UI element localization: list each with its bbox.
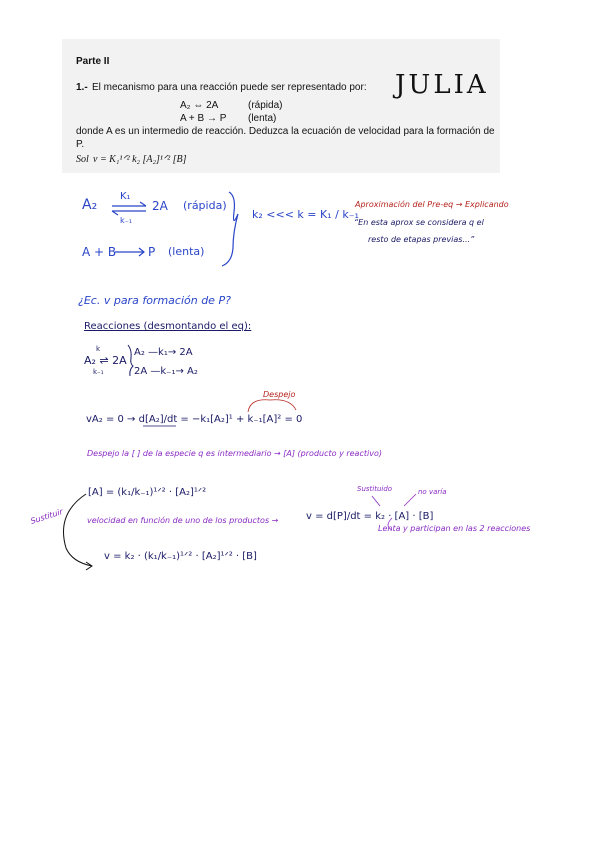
approx-note-line-1: “En esta aprox se considera q el — [354, 218, 484, 227]
sustituir-label: Sustituir — [29, 507, 64, 526]
split-forward: A₂ —k₁→ 2A — [134, 347, 193, 358]
solution-expression: v = K₁¹ᐟ² k₂ [A₂]¹ᐟ² [B] — [93, 154, 187, 165]
reaction-1-equation: A₂ ⇔ 2A — [180, 100, 219, 111]
equilibrium-left: A₂ ⇌ 2A — [84, 354, 127, 367]
lenta-note: Lenta y participan en las 2 reacciones — [378, 524, 531, 533]
approx-note-line-2: resto de etapas previas...” — [368, 235, 475, 244]
mech-r1-right: 2A — [152, 199, 168, 213]
mech-r1-k-forward: K₁ — [120, 191, 131, 202]
approx-title: Aproximación del Pre-eq → Explicando — [355, 200, 509, 209]
section-title: Parte II — [76, 56, 110, 67]
question-line-1: donde A es un intermedio de reacción. Deduzca la ecuación de velocidad para la formación de — [76, 126, 495, 137]
section-reactions-heading: Reacciones (desmontando el eq): — [84, 321, 252, 332]
mech-slow-arrow — [115, 248, 144, 256]
sustituido-pointer — [372, 496, 380, 506]
equilibrium-k-bottom: k₋₁ — [93, 368, 104, 376]
split-brace — [128, 345, 133, 376]
mech-forward-arrow — [112, 202, 146, 206]
reaction-2-equation: A + B → P — [180, 113, 227, 124]
rate-condition: k₂ <<< k = K₁ / k₋₁ — [252, 208, 359, 221]
mech-r2-right: P — [148, 245, 156, 259]
label-no-varia: no varía — [418, 488, 447, 496]
no-varia-pointer — [404, 494, 416, 506]
despejo-line: Despejo la [ ] de la especie q es intermediario → [A] (producto y reactivo) — [87, 449, 382, 458]
substitution-arrow — [64, 494, 93, 570]
mech-r1-k-reverse: k₋₁ — [120, 216, 133, 225]
velocity-equation: v = d[P]/dt = k₂ · [A] · [B] — [306, 511, 434, 522]
mech-r1-rate: (rápida) — [183, 199, 227, 212]
mech-reverse-arrow — [112, 211, 146, 215]
split-reverse: 2A —k₋₁→ A₂ — [134, 366, 198, 377]
solution-label: Sol — [76, 154, 89, 165]
equilibrium-k-top: k — [96, 345, 101, 353]
mech-r2-rate: (lenta) — [168, 245, 205, 258]
label-sustituido: Sustituido — [357, 485, 393, 493]
question-line-2: P. — [76, 139, 85, 150]
despejo-arc — [248, 400, 296, 412]
velocity-text: velocidad en función de uno de los productos → — [87, 516, 279, 525]
problem-number: 1.- — [76, 82, 88, 93]
mech-r2-left: A + B — [82, 245, 117, 259]
question-heading: ¿Ec. v para formación de P? — [78, 294, 231, 307]
reaction-2-rate: (lenta) — [248, 113, 277, 124]
final-rate-equation: v = k₂ · (k₁/k₋₁)¹ᐟ² · [A₂]¹ᐟ² · [B] — [104, 551, 257, 562]
problem-statement: El mecanismo para una reacción puede ser representado por: — [92, 82, 367, 93]
reaction-1-rate: (rápida) — [248, 100, 283, 111]
mech-r1-left: A₂ — [82, 197, 98, 213]
steady-state-equation: vA₂ = 0 → d[A₂]/dt = −k₁[A₂]¹ + k₋₁[A]² = 0 — [86, 414, 303, 425]
despejo-label: Despejo — [263, 390, 296, 399]
conc-a-equation: [A] = (k₁/k₋₁)¹ᐟ² · [A₂]¹ᐟ² — [88, 487, 207, 498]
signature: JULIA — [395, 70, 489, 100]
